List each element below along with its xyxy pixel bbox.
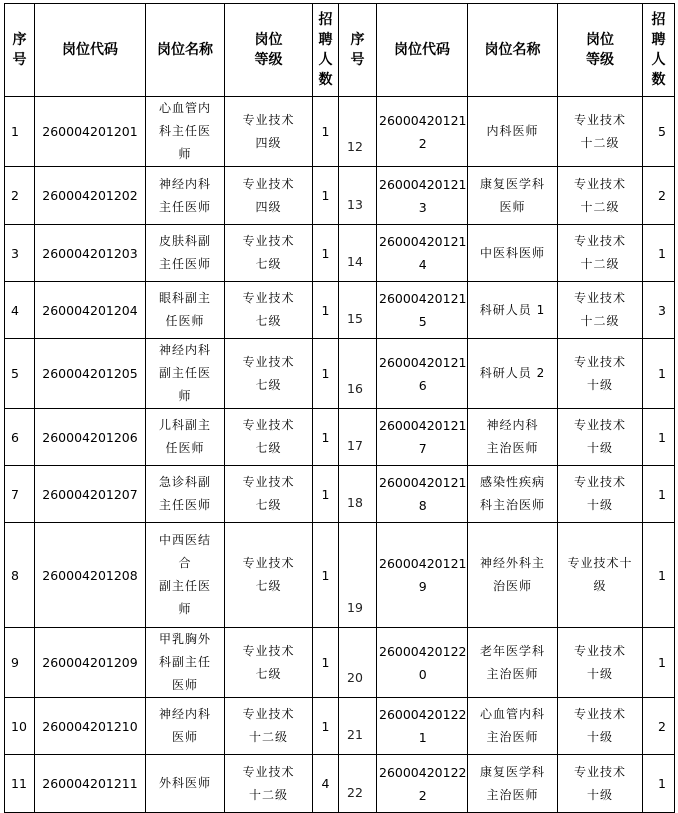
left-seq-cell: 7 bbox=[5, 466, 35, 523]
header-seq: 序 号 bbox=[5, 4, 35, 97]
left-code-cell: 260004201207 bbox=[35, 466, 146, 523]
right-seq-cell: 17 bbox=[339, 409, 377, 466]
right-level-cell: 专业技术 十级 bbox=[558, 755, 643, 813]
left-seq-cell: 11 bbox=[5, 755, 35, 813]
left-name-cell: 神经内科 医师 bbox=[146, 698, 225, 755]
left-name-cell: 外科医师 bbox=[146, 755, 225, 813]
right-code-cell: 26000420122 0 bbox=[377, 628, 468, 698]
right-code-cell: 26000420121 9 bbox=[377, 523, 468, 628]
table-row bbox=[5, 409, 675, 466]
right-code-cell: 26000420121 7 bbox=[377, 409, 468, 466]
left-count-cell: 1 bbox=[313, 339, 339, 409]
left-count-cell: 1 bbox=[313, 409, 339, 466]
left-code-cell: 260004201208 bbox=[35, 523, 146, 628]
header-code: 岗位代码 bbox=[35, 4, 146, 97]
right-level-cell: 专业技术 十二级 bbox=[558, 97, 643, 167]
right-code-cell: 26000420121 8 bbox=[377, 466, 468, 523]
right-name-cell: 感染性疾病 科主治医师 bbox=[468, 466, 558, 523]
right-name-cell: 康复医学科 主治医师 bbox=[468, 755, 558, 813]
header-name: 岗位名称 bbox=[468, 4, 558, 97]
right-count-cell: 1 bbox=[643, 628, 675, 698]
left-code-cell: 260004201203 bbox=[35, 225, 146, 282]
left-name-cell: 神经内科 副主任医 师 bbox=[146, 339, 225, 409]
table-row bbox=[5, 339, 675, 409]
right-name-cell: 心血管内科 主治医师 bbox=[468, 698, 558, 755]
header-row bbox=[5, 4, 675, 97]
left-level-cell: 专业技术 七级 bbox=[225, 225, 313, 282]
right-level-cell: 专业技术 十级 bbox=[558, 466, 643, 523]
right-count-cell: 1 bbox=[643, 466, 675, 523]
table-row bbox=[5, 466, 675, 523]
right-seq-cell: 22 bbox=[339, 755, 377, 813]
left-level-cell: 专业技术 四级 bbox=[225, 167, 313, 225]
left-name-cell: 急诊科副 主任医师 bbox=[146, 466, 225, 523]
right-name-cell: 神经外科主 治医师 bbox=[468, 523, 558, 628]
left-count-cell: 1 bbox=[313, 523, 339, 628]
right-seq-cell: 20 bbox=[339, 628, 377, 698]
right-level-cell: 专业技术十 级 bbox=[558, 523, 643, 628]
right-code-cell: 26000420122 2 bbox=[377, 755, 468, 813]
left-count-cell: 4 bbox=[313, 755, 339, 813]
right-count-cell: 1 bbox=[643, 755, 675, 813]
right-code-cell: 26000420121 3 bbox=[377, 167, 468, 225]
left-name-cell: 儿科副主 任医师 bbox=[146, 409, 225, 466]
header-seq: 序 号 bbox=[339, 4, 377, 97]
right-name-cell: 内科医师 bbox=[468, 97, 558, 167]
right-seq-cell: 12 bbox=[339, 97, 377, 167]
left-code-cell: 260004201205 bbox=[35, 339, 146, 409]
left-level-cell: 专业技术 十二级 bbox=[225, 698, 313, 755]
right-level-cell: 专业技术 十二级 bbox=[558, 167, 643, 225]
left-seq-cell: 5 bbox=[5, 339, 35, 409]
left-count-cell: 1 bbox=[313, 466, 339, 523]
left-count-cell: 1 bbox=[313, 282, 339, 339]
left-code-cell: 260004201210 bbox=[35, 698, 146, 755]
right-count-cell: 5 bbox=[643, 97, 675, 167]
right-name-cell: 中医科医师 bbox=[468, 225, 558, 282]
table-row bbox=[5, 97, 675, 167]
left-code-cell: 260004201201 bbox=[35, 97, 146, 167]
right-seq-cell: 19 bbox=[339, 523, 377, 628]
table-row bbox=[5, 523, 675, 628]
right-name-cell: 科研人员 2 bbox=[468, 339, 558, 409]
right-name-cell: 老年医学科 主治医师 bbox=[468, 628, 558, 698]
left-level-cell: 专业技术 七级 bbox=[225, 339, 313, 409]
table-row bbox=[5, 755, 675, 813]
left-level-cell: 专业技术 七级 bbox=[225, 282, 313, 339]
left-code-cell: 260004201211 bbox=[35, 755, 146, 813]
header-code: 岗位代码 bbox=[377, 4, 468, 97]
right-name-cell: 神经内科 主治医师 bbox=[468, 409, 558, 466]
left-count-cell: 1 bbox=[313, 628, 339, 698]
left-seq-cell: 10 bbox=[5, 698, 35, 755]
right-seq-cell: 13 bbox=[339, 167, 377, 225]
right-code-cell: 26000420121 6 bbox=[377, 339, 468, 409]
recruitment-table bbox=[4, 3, 675, 813]
right-level-cell: 专业技术 十二级 bbox=[558, 225, 643, 282]
left-seq-cell: 3 bbox=[5, 225, 35, 282]
right-count-cell: 3 bbox=[643, 282, 675, 339]
left-level-cell: 专业技术 十二级 bbox=[225, 755, 313, 813]
header-name: 岗位名称 bbox=[146, 4, 225, 97]
table-row bbox=[5, 225, 675, 282]
left-count-cell: 1 bbox=[313, 225, 339, 282]
right-level-cell: 专业技术 十级 bbox=[558, 698, 643, 755]
left-name-cell: 中西医结 合 副主任医 师 bbox=[146, 523, 225, 628]
right-seq-cell: 14 bbox=[339, 225, 377, 282]
right-count-cell: 1 bbox=[643, 409, 675, 466]
left-name-cell: 甲乳胸外 科副主任 医师 bbox=[146, 628, 225, 698]
left-seq-cell: 4 bbox=[5, 282, 35, 339]
right-level-cell: 专业技术 十级 bbox=[558, 339, 643, 409]
left-seq-cell: 6 bbox=[5, 409, 35, 466]
right-seq-cell: 21 bbox=[339, 698, 377, 755]
left-name-cell: 皮肤科副 主任医师 bbox=[146, 225, 225, 282]
left-code-cell: 260004201209 bbox=[35, 628, 146, 698]
right-count-cell: 2 bbox=[643, 167, 675, 225]
header-level: 岗位 等级 bbox=[558, 4, 643, 97]
left-code-cell: 260004201202 bbox=[35, 167, 146, 225]
left-count-cell: 1 bbox=[313, 97, 339, 167]
table-row bbox=[5, 698, 675, 755]
right-level-cell: 专业技术 十二级 bbox=[558, 282, 643, 339]
left-level-cell: 专业技术 七级 bbox=[225, 409, 313, 466]
header-count: 招 聘 人 数 bbox=[313, 4, 339, 97]
left-code-cell: 260004201206 bbox=[35, 409, 146, 466]
left-level-cell: 专业技术 七级 bbox=[225, 466, 313, 523]
left-count-cell: 1 bbox=[313, 698, 339, 755]
right-seq-cell: 15 bbox=[339, 282, 377, 339]
header-count: 招 聘 人 数 bbox=[643, 4, 675, 97]
left-count-cell: 1 bbox=[313, 167, 339, 225]
right-seq-cell: 16 bbox=[339, 339, 377, 409]
right-code-cell: 26000420121 5 bbox=[377, 282, 468, 339]
right-count-cell: 1 bbox=[643, 339, 675, 409]
left-name-cell: 神经内科 主任医师 bbox=[146, 167, 225, 225]
left-level-cell: 专业技术 七级 bbox=[225, 523, 313, 628]
table-row bbox=[5, 628, 675, 698]
left-seq-cell: 9 bbox=[5, 628, 35, 698]
right-count-cell: 1 bbox=[643, 523, 675, 628]
left-seq-cell: 2 bbox=[5, 167, 35, 225]
left-name-cell: 眼科副主 任医师 bbox=[146, 282, 225, 339]
right-code-cell: 26000420122 1 bbox=[377, 698, 468, 755]
right-seq-cell: 18 bbox=[339, 466, 377, 523]
table-row bbox=[5, 282, 675, 339]
left-level-cell: 专业技术 七级 bbox=[225, 628, 313, 698]
left-code-cell: 260004201204 bbox=[35, 282, 146, 339]
right-count-cell: 1 bbox=[643, 225, 675, 282]
table-row bbox=[5, 167, 675, 225]
right-level-cell: 专业技术 十级 bbox=[558, 628, 643, 698]
right-name-cell: 康复医学科 医师 bbox=[468, 167, 558, 225]
right-code-cell: 26000420121 2 bbox=[377, 97, 468, 167]
left-level-cell: 专业技术 四级 bbox=[225, 97, 313, 167]
header-level: 岗位 等级 bbox=[225, 4, 313, 97]
right-count-cell: 2 bbox=[643, 698, 675, 755]
left-seq-cell: 1 bbox=[5, 97, 35, 167]
left-seq-cell: 8 bbox=[5, 523, 35, 628]
left-name-cell: 心血管内 科主任医 师 bbox=[146, 97, 225, 167]
right-name-cell: 科研人员 1 bbox=[468, 282, 558, 339]
right-level-cell: 专业技术 十级 bbox=[558, 409, 643, 466]
right-code-cell: 26000420121 4 bbox=[377, 225, 468, 282]
